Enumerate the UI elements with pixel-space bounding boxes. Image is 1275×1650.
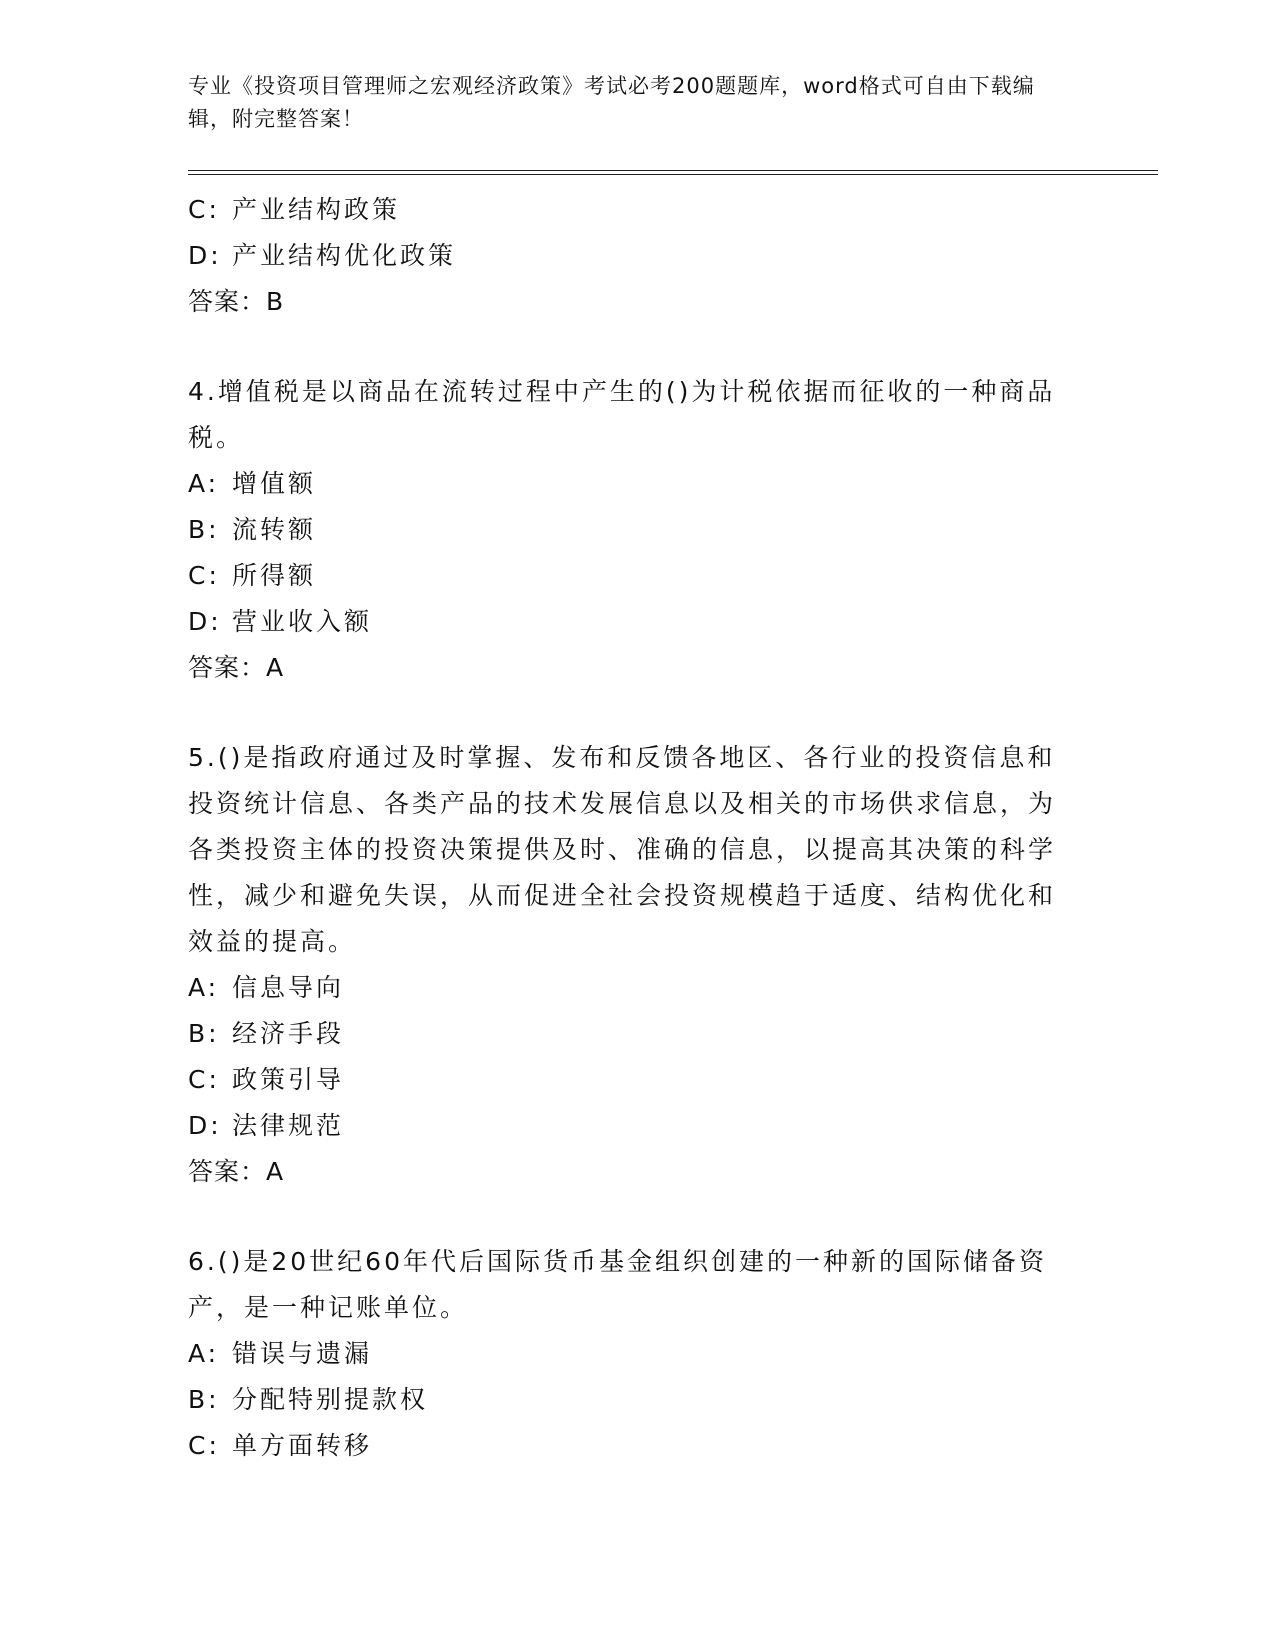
question-text: 4.增值税是以商品在流转过程中产生的()为计税依据而征收的一种商品税。: [188, 377, 1056, 452]
question-5: [188, 735, 1158, 1195]
answer-line: 答案：A: [188, 653, 285, 682]
document-header: 专业《投资项目管理师之宏观经济政策》考试必考200题题库，word格式可自由下载编辑，附完整答案！: [188, 74, 1035, 131]
question-3-continuation: [188, 187, 1158, 325]
option-c: C: 产业结构政策: [188, 195, 401, 224]
option-a: A: 信息导向: [188, 973, 345, 1002]
document-page: [188, 70, 1158, 1469]
option-a: A: 错误与遗漏: [188, 1339, 373, 1368]
option-d: D: 法律规范: [188, 1111, 345, 1140]
option-d: D: 产业结构优化政策: [188, 241, 457, 270]
answer-line: 答案：A: [188, 1157, 285, 1186]
option-c: C: 单方面转移: [188, 1431, 373, 1460]
answer-line: 答案：B: [188, 287, 285, 316]
question-6: [188, 1239, 1158, 1469]
header-divider: [188, 170, 1158, 175]
question-4: [188, 369, 1158, 691]
option-c: C: 所得额: [188, 561, 317, 590]
option-c: C: 政策引导: [188, 1065, 345, 1094]
option-b: B: 分配特别提款权: [188, 1385, 429, 1414]
option-d: D: 营业收入额: [188, 607, 373, 636]
question-content: [188, 187, 1158, 1469]
question-text: 5.()是指政府通过及时掌握、发布和反馈各地区、各行业的投资信息和投资统计信息、各类产品的技术发展信息以及相关的市场供求信息，为各类投资主体的投资决策提供及时、准确的信息，以提高其决策的科学性，减少和避免失误，从而促进全社会投资规模趋于适度、结构优化和效益的提高。: [188, 743, 1057, 956]
option-b: B: 流转额: [188, 515, 317, 544]
option-b: B: 经济手段: [188, 1019, 345, 1048]
question-text: 6.()是20世纪60年代后国际货币基金组织创建的一种新的国际储备资产，是一种记账单位。: [188, 1247, 1047, 1322]
option-a: A: 增值额: [188, 469, 317, 498]
